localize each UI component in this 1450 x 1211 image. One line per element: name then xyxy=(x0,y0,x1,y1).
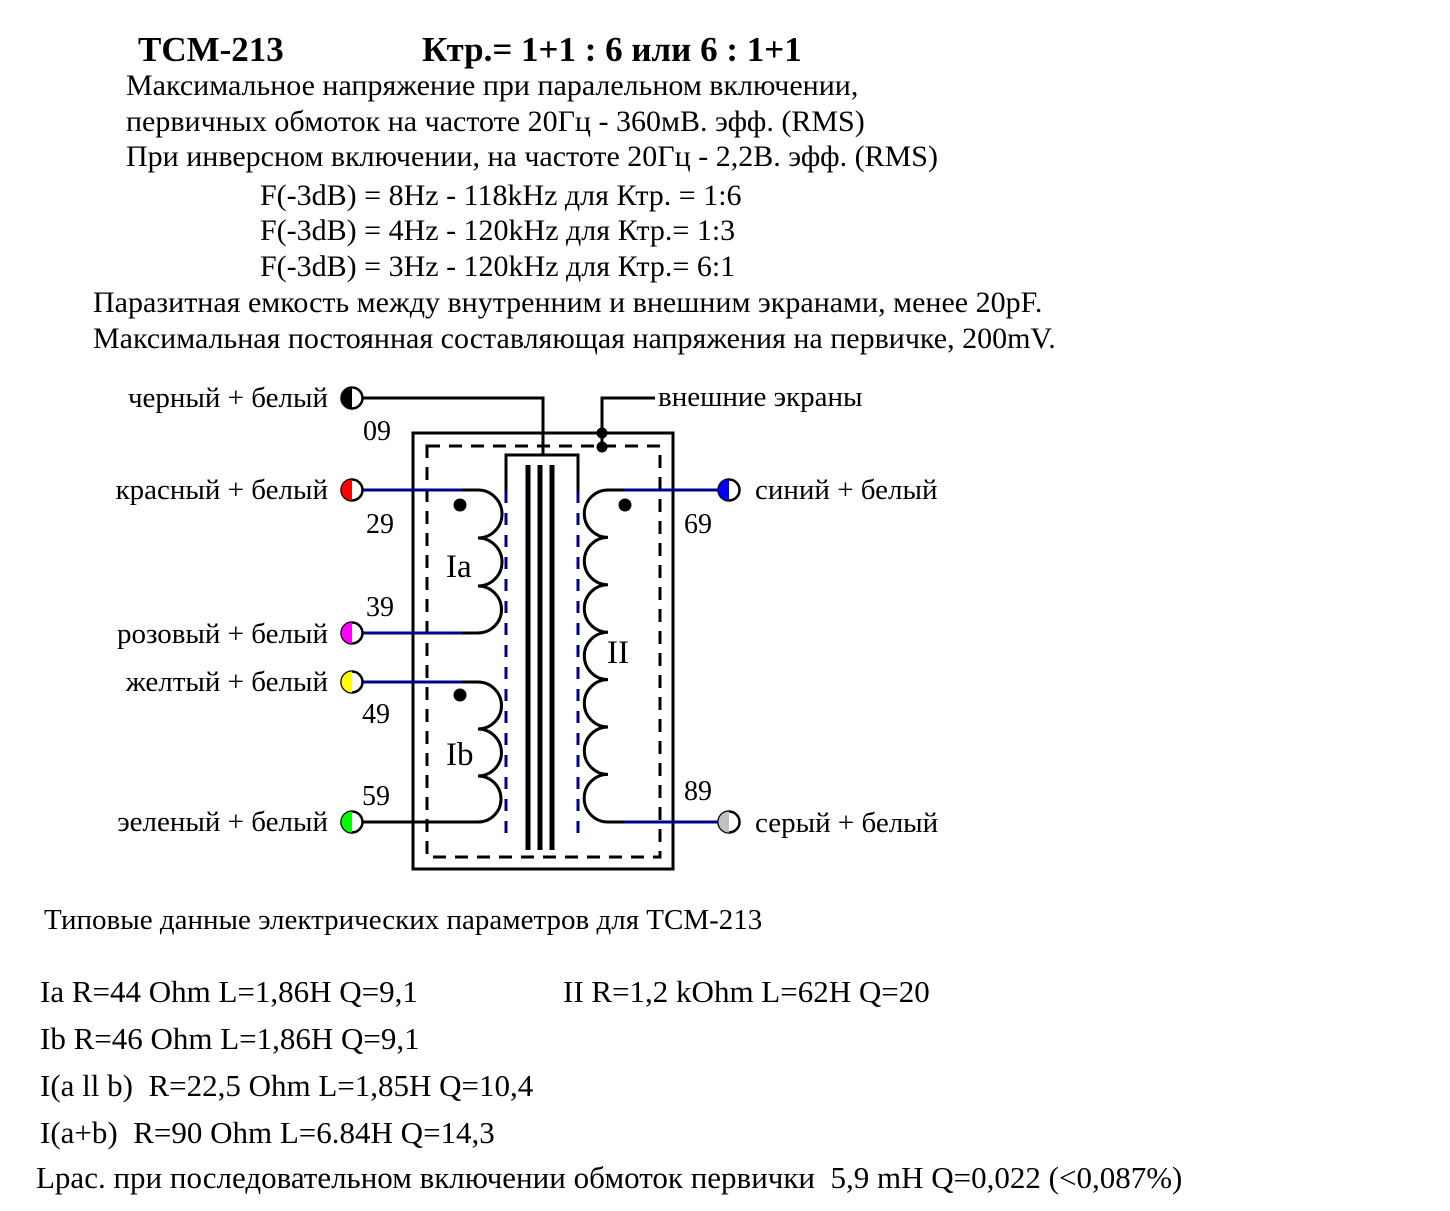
terminal-29-number: 29 xyxy=(366,509,394,540)
terminal-39-half xyxy=(342,623,352,644)
spec-line-3: При инверсном включении, на частоте 20Гц - 2,2В. эфф. (RMS) xyxy=(126,140,938,173)
model-title: ТСМ-213 xyxy=(138,30,284,69)
terminal-39-label: розовый + белый xyxy=(116,618,328,650)
winding-Ia-label: Ia xyxy=(446,549,472,585)
terminal-69-number: 69 xyxy=(684,509,712,540)
terminal-09-ring xyxy=(342,388,363,409)
f3db-line-2: F(-3dB) = 4Hz - 120kHz для Ктр.= 1:3 xyxy=(260,214,736,247)
f3db-line-1: F(-3dB) = 8Hz - 118kHz для Ктр. = 1:6 xyxy=(260,179,742,212)
terminal-09-half xyxy=(342,388,352,409)
winding-Ib-label: Ib xyxy=(446,737,474,773)
terminal-29-half xyxy=(342,480,352,501)
terminal-69-ring xyxy=(719,480,740,501)
terminal-59-ring xyxy=(342,812,363,833)
phase-dot-Ia xyxy=(454,499,467,512)
terminal-59-half xyxy=(342,812,352,833)
terminal-59-number: 59 xyxy=(362,781,390,812)
terminal-09-label: черный + белый xyxy=(127,382,328,414)
terminal-89-number: 89 xyxy=(684,776,712,807)
terminal-29-label: красный + белый xyxy=(115,474,328,506)
terminal-39-connector xyxy=(342,623,363,644)
terminal-49-label: желтый + белый xyxy=(125,666,328,698)
f3db-line-3: F(-3dB) = 3Hz - 120kHz для Ктр.= 6:1 xyxy=(260,250,736,283)
terminal-59-label: эеленый + белый xyxy=(117,806,328,838)
screen-junction-dot-inner xyxy=(597,442,608,453)
outer-case-rect xyxy=(413,433,673,869)
param-row-Ia: Ia R=44 Ohm L=1,86H Q=9,1 xyxy=(40,974,418,1009)
spec-line-1: Максимальное напряжение при паралельном включении, xyxy=(126,69,859,102)
winding-II-label: II xyxy=(607,635,629,671)
phase-dot-II xyxy=(619,499,632,512)
terminal-89-connector xyxy=(719,812,740,833)
terminal-59-connector xyxy=(342,812,363,833)
external-screens-label: внешние экраны xyxy=(658,381,863,413)
blue-wire-group xyxy=(363,490,718,835)
terminal-29-connector xyxy=(342,480,363,501)
screen-junction-dot-outer xyxy=(597,428,608,439)
terminal-69-connector xyxy=(719,480,740,501)
terminal-49-number: 49 xyxy=(362,699,390,730)
note-line-1: Паразитная емкость между внутренним и внешним экранами, менее 20pF. xyxy=(93,286,1043,319)
phase-dot-Ib xyxy=(454,689,467,702)
param-row-series: I(a+b) R=90 Ohm L=6.84H Q=14,3 xyxy=(40,1115,495,1150)
param-row-II: II R=1,2 kOhm L=62H Q=20 xyxy=(563,974,930,1009)
terminal-69-half xyxy=(719,480,730,501)
note-line-2: Максимальная постоянная составляющая напряжения на первичке, 200mV. xyxy=(93,322,1056,355)
terminal-09-connector xyxy=(342,388,363,409)
wire-external-screens xyxy=(602,398,655,449)
ratio-title: Ктр.= 1+1 : 6 или 6 : 1+1 xyxy=(422,30,802,69)
terminal-39-ring xyxy=(342,623,363,644)
param-row-Ib: Ib R=46 Ohm L=1,86H Q=9,1 xyxy=(40,1021,420,1056)
terminal-49-ring xyxy=(342,672,363,693)
spec-line-2: первичных обмоток на частоте 20Гц - 360мВ. эфф. (RMS) xyxy=(126,105,865,138)
terminal-89-label: серый + белый xyxy=(755,807,939,839)
internal-screen-bracket xyxy=(506,455,578,491)
terminal-89-half xyxy=(719,812,730,833)
param-row-leakage: Lрас. при последовательном включении обмоток первички 5,9 mH Q=0,022 (<0,087%) xyxy=(36,1160,1183,1195)
terminal-89-ring xyxy=(719,812,740,833)
param-row-parallel: I(a ll b) R=22,5 Ohm L=1,85H Q=10,4 xyxy=(40,1068,534,1103)
core-bars xyxy=(528,465,552,850)
terminal-49-connector xyxy=(342,672,363,693)
typical-data-title: Типовые данные электрических параметров для ТСМ-213 xyxy=(44,904,763,936)
terminal-49-half xyxy=(342,672,352,693)
terminal-39-number: 39 xyxy=(366,592,394,623)
terminal-69-label: синий + белый xyxy=(755,474,938,506)
terminal-29-ring xyxy=(342,480,363,501)
terminal-09-number: 09 xyxy=(363,416,391,447)
